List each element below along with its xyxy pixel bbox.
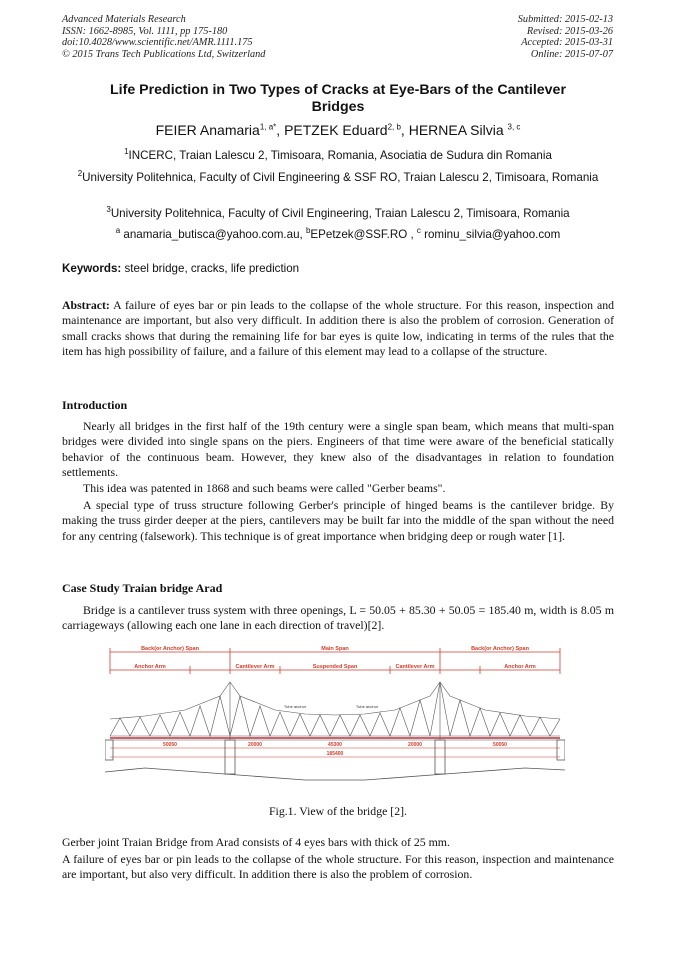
keywords-text: steel bridge, cracks, life prediction — [121, 262, 300, 275]
dimension-label: 20000 — [248, 742, 262, 748]
email-link[interactable]: rominu_silvia@yahoo.com — [420, 228, 561, 241]
tube-anchor-label: Tube anchor — [283, 704, 307, 709]
abstract-label: Abstract: — [62, 298, 110, 312]
email-list — [62, 228, 614, 241]
span-label: Main Span — [321, 646, 349, 652]
author-superscript: 1, a* — [259, 122, 277, 132]
author-superscript: 2, b — [387, 122, 401, 132]
copyright-line: © 2015 Trans Tech Publications Ltd, Switzerland — [62, 48, 266, 60]
paper-title — [62, 82, 614, 116]
arm-label: Cantilever Arm — [235, 664, 275, 670]
author-name: HERNEA Silvia — [408, 122, 508, 138]
affiliation-text: INCERC, Traian Lalescu 2, Timisoara, Romania, Asociatia de Sudura din Romania — [128, 149, 552, 162]
accepted-date: Accepted: 2015-03-31 — [521, 37, 613, 49]
affiliation-3 — [75, 206, 601, 221]
revised-date: Revised: 2015-03-26 — [526, 25, 613, 37]
dimension-label: 45300 — [328, 742, 342, 748]
affiliation-text: University Politehnica, Faculty of Civil Engineering & SSF RO, Traian Lalescu 2, Timisoara, Romania — [82, 171, 599, 184]
online-date: Online: 2015-07-07 — [530, 48, 613, 60]
author-list: FEIER Anamaria$^{1, a*}$, PETZEK Eduard$^{2, b}$, HERNEA Silvia $^{3, c}$ — [155, 122, 521, 138]
author-name: PETZEK Eduard — [284, 122, 388, 138]
author-name: FEIER Anamaria — [155, 122, 260, 138]
figure-caption: Fig.1. View of the bridge [2]. — [269, 804, 407, 818]
introduction-heading: Introduction — [62, 398, 128, 412]
email-superscript: b — [305, 226, 311, 236]
submitted-date: Submitted: 2015-02-13 — [517, 14, 613, 25]
case-study-heading: Case Study Traian bridge Arad — [62, 581, 223, 595]
affiliation-text: University Politehnica, Faculty of Civil Engineering, Traian Lalescu 2, Timisoara, Romania — [110, 207, 570, 220]
email-superscript: c — [416, 226, 421, 236]
affiliation-number: 2 — [77, 169, 83, 179]
author-superscript: 3, c — [507, 122, 521, 132]
issn-line: ISSN: 1662-8985, Vol. 1111, pp 175-180 — [62, 25, 228, 37]
dimension-label: 50050 — [163, 742, 177, 748]
intro-paragraph-3: A special type of truss structure following Gerber's principle of hinged beams is the cantilever bridge. By making the truss girder deeper at the piers, cantilevers may be built far into the middle of the span without the need for any centring (falsework). This technique is of great importance when bridging deep or rough water [1]. — [62, 498, 614, 543]
affiliation-1 — [75, 148, 601, 163]
title-line-2: Bridges — [311, 99, 365, 115]
arm-label: Anchor Arm — [134, 664, 166, 670]
affiliation-number: 3 — [106, 205, 111, 215]
abstract-paragraph — [62, 298, 614, 359]
truss-structure — [110, 682, 560, 740]
tube-anchor-label: Tube anchor — [355, 704, 379, 709]
after-figure-paragraph-1: Gerber joint Traian Bridge from Arad consists of 4 eyes bars with thick of 25 mm. — [62, 835, 450, 849]
bridge-figure — [105, 644, 565, 784]
case-study-paragraph: Bridge is a cantilever truss system with three openings, L = 50.05 + 85.30 + 50.05 = 185.40 m, width is 8.05 m carriageways (allowing each one lane in each direction of travel)[2]. — [62, 603, 614, 633]
title-line-1: Life Prediction in Two Types of Cracks at Eye-Bars of the Cantilever — [110, 82, 566, 98]
dimension-label: 20000 — [408, 742, 422, 748]
span-label: Back(or Anchor) Span — [141, 646, 199, 652]
total-length-label: 185400 — [326, 751, 344, 757]
arm-label: Cantilever Arm — [395, 664, 435, 670]
after-figure-paragraph-2: A failure of eyes bar or pin leads to the collapse of the whole structure. For this reason, inspection and maintenance are important, but also very difficult. In addition there is also the problem of corrosion. — [62, 852, 614, 882]
doi-line: doi:10.4028/www.scientific.net/AMR.1111.175 — [62, 37, 253, 49]
email-link[interactable]: EPetzek@SSF.RO , — [310, 228, 417, 241]
journal-header-left — [62, 14, 265, 60]
dimension-label: 50050 — [493, 742, 507, 748]
intro-paragraph-2: This idea was patented in 1868 and such beams were called "Gerber beams". — [83, 481, 446, 495]
keywords-label: Keywords: — [62, 262, 122, 275]
arm-label: Suspended Span — [312, 664, 358, 670]
span-label: Back(or Anchor) Span — [471, 646, 529, 652]
keywords-line — [62, 262, 299, 275]
affiliation-2 — [75, 170, 601, 185]
intro-paragraph-1: Nearly all bridges in the first half of the 19th century were a single span beam, which means that multi-span bridges were divided into single spans on the piers. Engineers of that time were aware of the beneficial statically behavior of the continuous beam. However, they knew also of the disadvantages in relation to foundation settlements. — [62, 419, 614, 479]
affiliation-number: 1 — [124, 147, 129, 157]
abstract-text: A failure of eyes bar or pin leads to the collapse of the whole structure. For this reason, inspection and maintenance are important, but also very difficult. In addition there is also the problem of corrosion. Generation of small cracks shows that during the remaining life for bar eyes is quite low, indicating in terms of the rules that the item has high possibility of failure, and a failure of this element may lead to a collapse of the structure. — [62, 298, 614, 358]
arm-label: Anchor Arm — [504, 664, 536, 670]
journal-header-right — [518, 14, 613, 60]
journal-name: Advanced Materials Research — [62, 14, 186, 25]
email-link[interactable]: anamaria_butisca@yahoo.com.au, — [120, 228, 306, 241]
email-superscript: a — [115, 226, 121, 236]
